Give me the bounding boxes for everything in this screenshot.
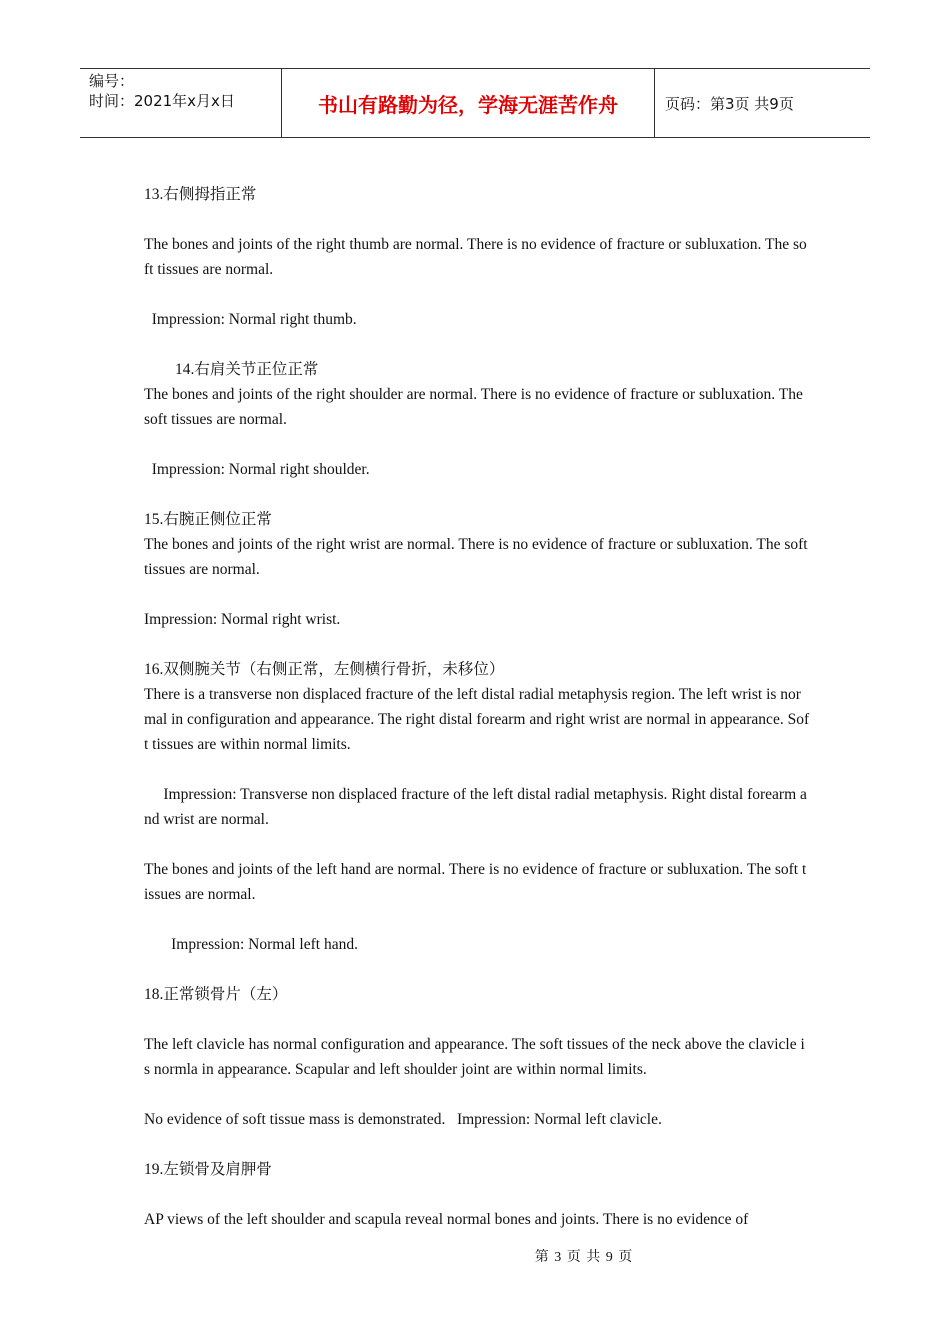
paragraph-gap: [144, 1132, 810, 1157]
paragraph: The bones and joints of the left hand are normal. There is no evidence of fracture or subluxation. The soft tissues are normal.: [144, 861, 807, 903]
paragraph: The bones and joints of the right thumb are normal. There is no evidence of fracture or subluxation. The soft tissues are normal.: [144, 236, 807, 278]
paragraph-gap: [144, 1007, 810, 1032]
header-motto: 书山有路勤为径，学海无涯苦作舟: [281, 69, 655, 137]
paragraph: 19.左锁骨及肩胛骨: [144, 1161, 272, 1178]
paragraph-gap: [144, 832, 810, 857]
page-header: [80, 68, 870, 138]
paragraph: No evidence of soft tissue mass is demonstrated. Impression: Normal left clavicle.: [144, 1111, 662, 1128]
header-meta: [80, 69, 281, 137]
paragraph: 15.右腕正侧位正常: [144, 511, 272, 528]
paragraph: Impression: Normal left hand.: [144, 936, 358, 953]
paragraph-gap: [144, 582, 810, 607]
page-footer: 第 3 页 共 9 页: [534, 1250, 634, 1265]
paragraph: There is a transverse non displaced fracture of the left distal radial metaphysis region. The left wrist is normal in configuration and appearance. The right distal forearm and right wrist are normal in appearance. Soft tissues are within normal limits.: [144, 686, 810, 753]
paragraph: Impression: Normal right thumb.: [144, 311, 357, 328]
paragraph-gap: [144, 282, 810, 307]
header-page-info: 页码：第3页 共9页: [665, 94, 794, 113]
document-body: [144, 182, 810, 1232]
paragraph: The bones and joints of the right wrist are normal. There is no evidence of fracture or subluxation. The soft tissues are normal.: [144, 536, 812, 578]
paragraph: 16.双侧腕关节（右侧正常，左侧横行骨折，未移位）: [144, 661, 505, 678]
paragraph: 13.右侧拇指正常: [144, 186, 257, 203]
paragraph-gap: [144, 482, 810, 507]
paragraph-gap: [144, 432, 810, 457]
paragraph-gap: [144, 957, 810, 982]
paragraph-gap: [144, 332, 810, 357]
paragraph: 18.正常锁骨片（左）: [144, 986, 288, 1003]
paragraph: Impression: Normal right shoulder.: [144, 461, 370, 478]
paragraph-gap: [144, 632, 810, 657]
paragraph: 14.右肩关节正位正常: [144, 361, 319, 378]
paragraph: The bones and joints of the right shoulder are normal. There is no evidence of fracture or subluxation. The soft tissues are normal.: [144, 386, 807, 428]
number-label: 编号：: [89, 72, 135, 90]
paragraph-gap: [144, 757, 810, 782]
paragraph: Impression: Transverse non displaced fracture of the left distal radial metaphysis. Right distal forearm and wrist are normal.: [144, 786, 807, 828]
time-label: 时间：2021年x月x日: [89, 92, 235, 110]
paragraph: Impression: Normal right wrist.: [144, 611, 341, 628]
paragraph: AP views of the left shoulder and scapula reveal normal bones and joints. There is no evidence of: [144, 1211, 749, 1228]
paragraph-gap: [144, 207, 810, 232]
paragraph-gap: [144, 1082, 810, 1107]
paragraph-gap: [144, 1182, 810, 1207]
paragraph-gap: [144, 907, 810, 932]
paragraph: The left clavicle has normal configuration and appearance. The soft tissues of the neck above the clavicle is normla in appearance. Scapular and left shoulder joint are within normal limits.: [144, 1036, 805, 1078]
